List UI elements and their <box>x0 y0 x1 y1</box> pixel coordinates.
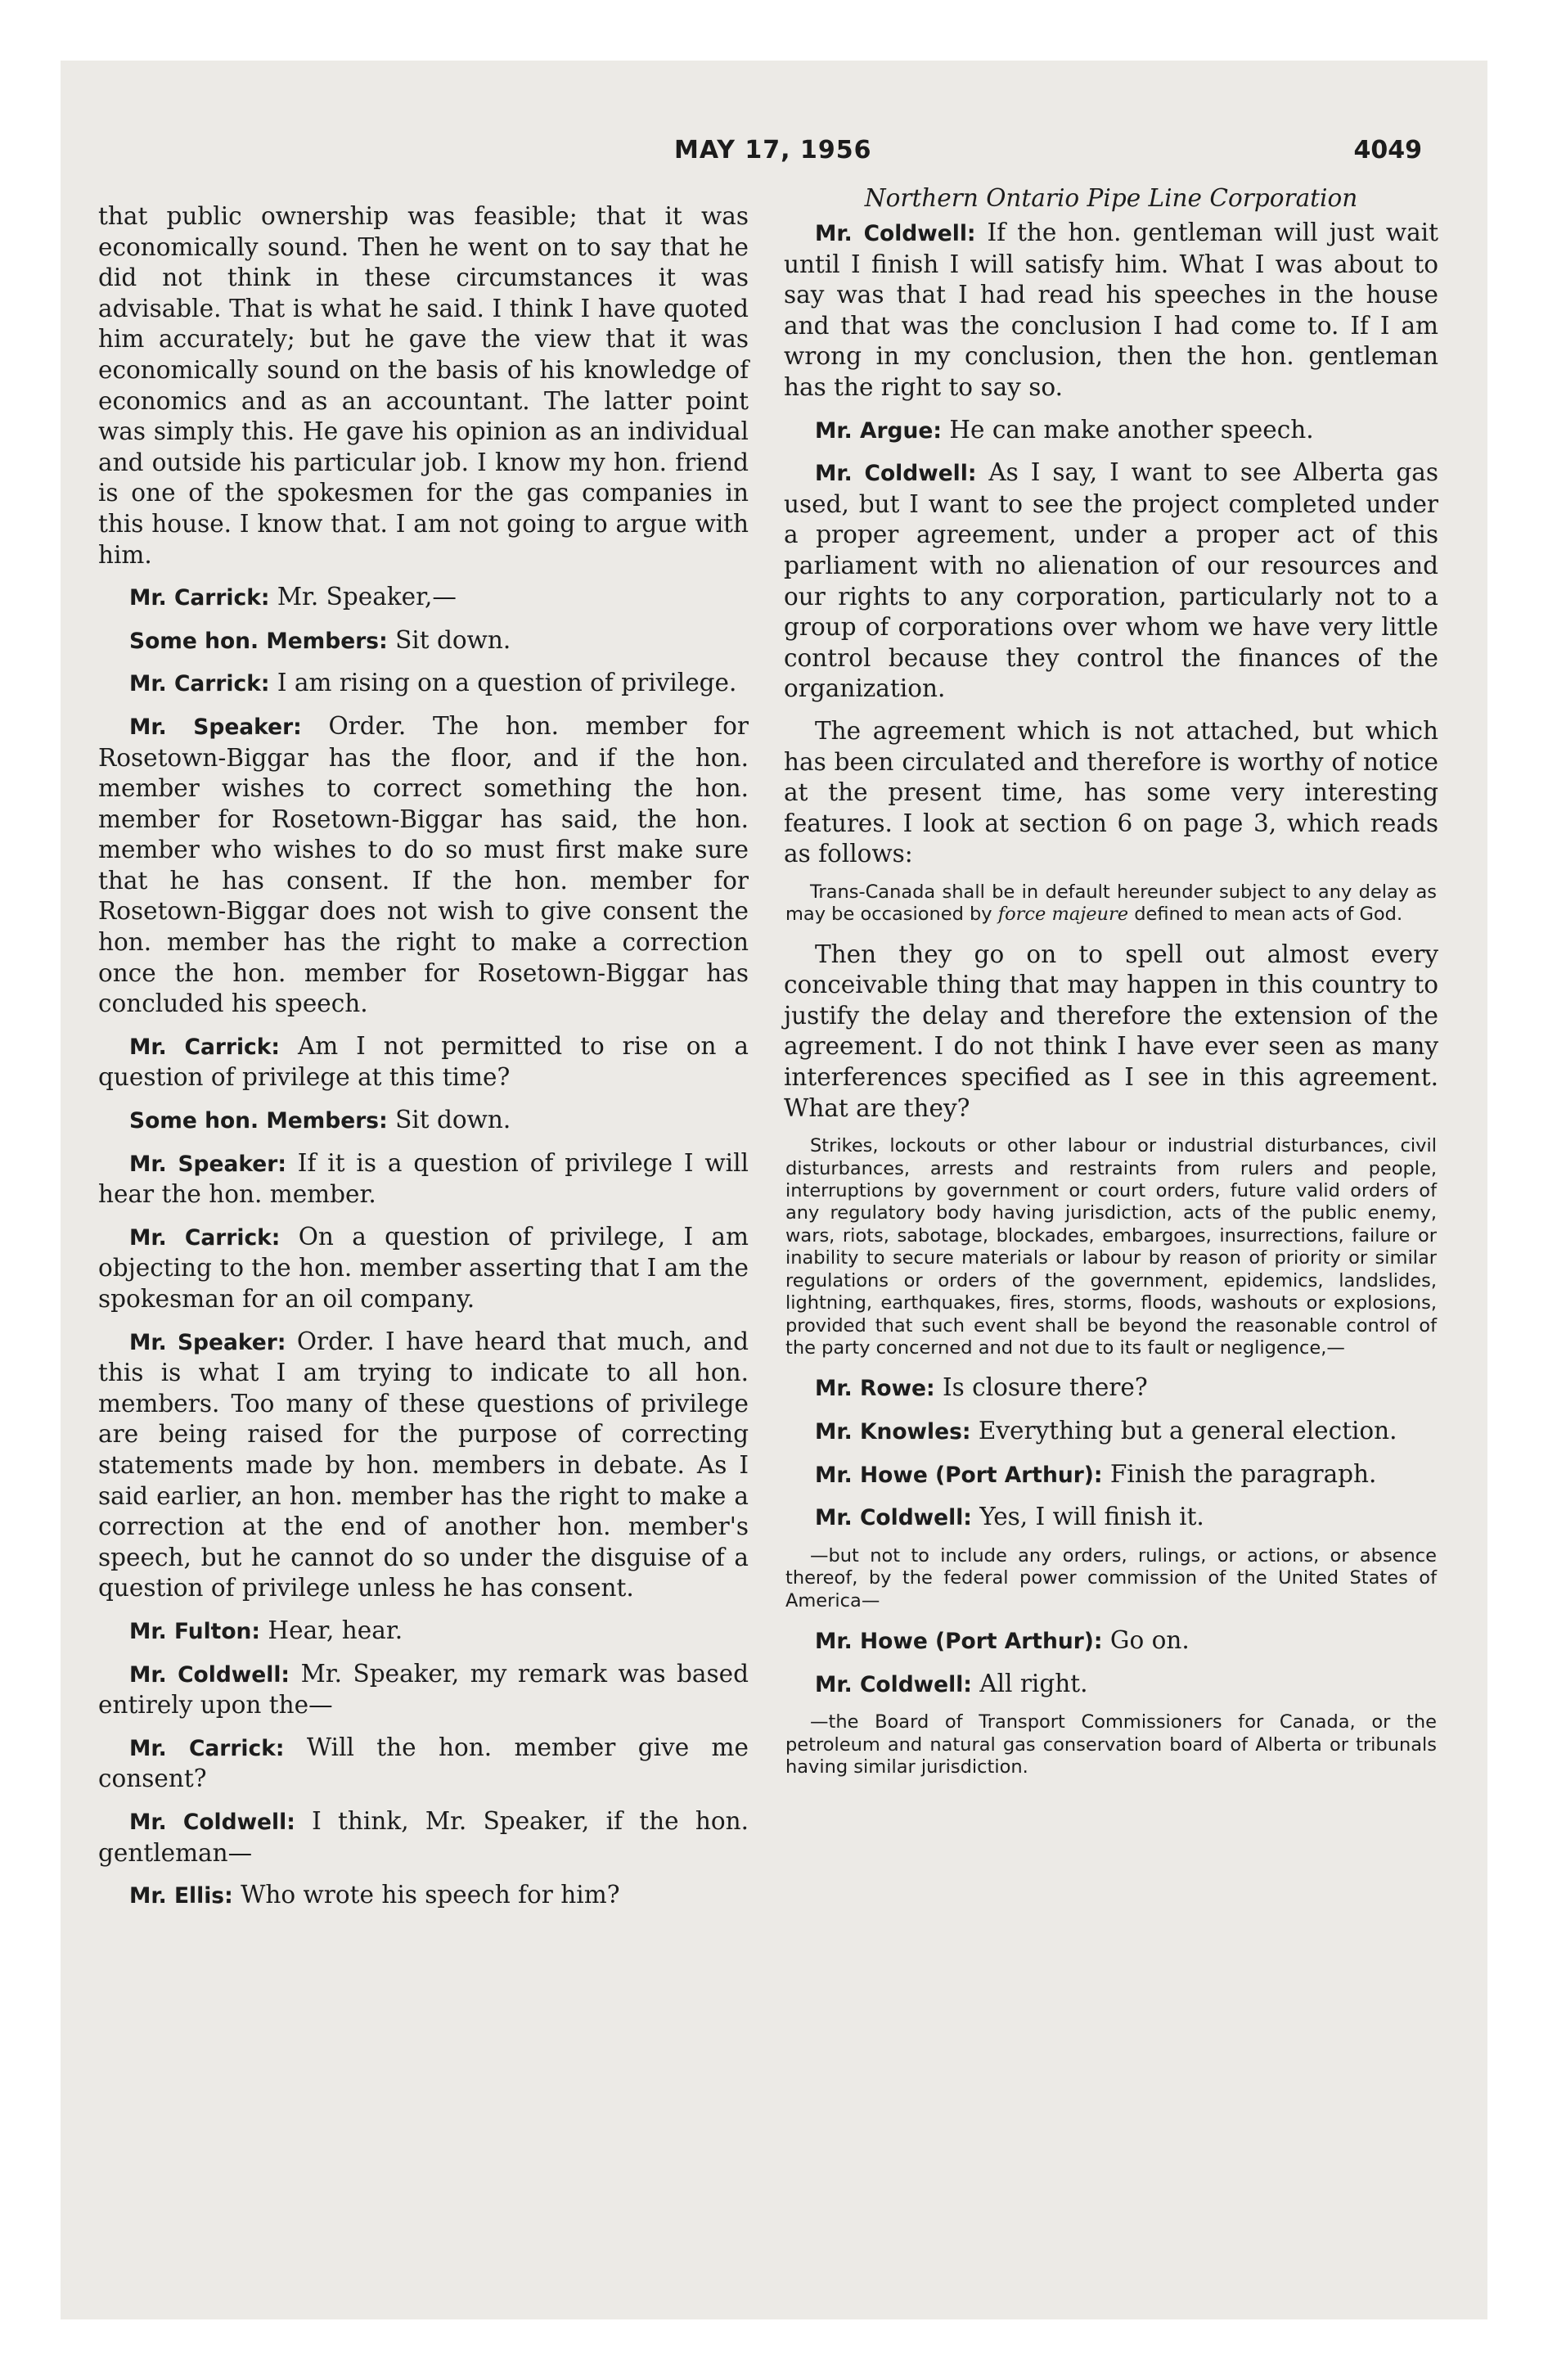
speaker-name: Mr. Speaker: <box>129 714 302 740</box>
right-column <box>784 183 1438 1792</box>
speech-text: Will the hon. member give me consent? <box>98 1733 749 1793</box>
speaker-name: Some hon. Members: <box>129 628 388 654</box>
speech-text: Sit down. <box>395 625 511 654</box>
speech-text: Yes, I will finish it. <box>979 1503 1204 1531</box>
speech-text: Mr. Speaker,— <box>277 583 457 611</box>
speaker-name: Mr. Howe (Port Arthur): <box>815 1462 1103 1488</box>
speaker-name: Mr. Speaker: <box>129 1151 286 1177</box>
speaker-name: Mr. Coldwell: <box>815 461 977 487</box>
speech-text: He can make another speech. <box>949 415 1314 444</box>
speaker-name: Mr. Carrick: <box>129 585 270 611</box>
speech-text: Everything but a general election. <box>978 1416 1397 1445</box>
speech-entry <box>98 1327 749 1604</box>
page-header <box>61 136 1487 169</box>
quotation-interferences: Strikes, lockouts or other labour or industrial disturbances, civil disturbances, arrests and restraints from rulers and people, interruptions by government or court orders, future valid orders of any regulatory body having jurisdiction, acts of the public enemy, wars, riots, sabotage, blockades, embargoes, insurrections, failure or inability to secure materials or labour by reason of priority or similar regulations or orders of the government, epidemics, landslides, lightning, earthquakes, fires, storms, floods, washouts or explosions, provided that such event shall be beyond the reasonable control of the party concerned and not due to its fault or negligence,— <box>785 1135 1437 1359</box>
speech-entry <box>98 625 749 657</box>
speech-entry <box>98 1659 749 1721</box>
speech-text: Hear, hear. <box>268 1616 403 1644</box>
speaker-name: Mr. Ellis: <box>129 1883 233 1909</box>
quotation-transport-board: —the Board of Transport Commissioners for Canada, or the petroleum and natural gas conservation board of Alberta or tribunals having similar jurisdiction. <box>785 1711 1437 1778</box>
page-number: 4049 <box>1353 136 1422 165</box>
speech-text: Am I not permitted to rise on a question of privilege at this time? <box>98 1031 749 1092</box>
speech-text: Order. The hon. member for Rosetown-Biggar has the floor, and if the hon. member wishes to correct something the hon. member for Rosetown-Biggar has said, the hon. member who wishes to do so must first make sure that he has consent. If the hon. member for Rosetown-Biggar does not wish to give consent the hon. member has the right to make a correction once the hon. member for Rosetown-Biggar has concluded his speech. <box>98 711 749 1018</box>
speaker-name: Mr. Coldwell: <box>815 1505 972 1531</box>
speech-text: I think, Mr. Speaker, if the hon. gentleman— <box>98 1806 749 1867</box>
speech-text: As I say, I want to see Alberta gas used, but I want to see the project completed under a proper agreement, under a proper act of this parliament with no alienation of our resources and our rights to any corporation, particularly not to a group of corporations over whom we have very little control because they control the finances of the organization. <box>784 458 1438 703</box>
speech-entry <box>98 1880 749 1912</box>
speech-text: Who wrote his speech for him? <box>241 1881 620 1909</box>
speech-entry <box>784 415 1438 447</box>
speech-entry <box>98 668 749 700</box>
speech-entry <box>98 711 749 1020</box>
speaker-name: Mr. Speaker: <box>129 1329 286 1355</box>
speaker-name: Mr. Coldwell: <box>129 1809 295 1835</box>
speech-entry <box>98 1222 749 1315</box>
speaker-name: Mr. Fulton: <box>129 1618 261 1644</box>
speech-entry <box>784 1669 1438 1701</box>
speech-text: If it is a question of privilege I will hear the hon. member. <box>98 1148 749 1209</box>
speech-entry <box>98 1806 749 1868</box>
agreement-paragraph: The agreement which is not attached, but which has been circulated and therefore is worthy of notice at the present time, has some very interesting features. I look at section 6 on page 3, which reads as follows: <box>784 716 1438 868</box>
quote-text: Trans-Canada shall be in default hereunder subject to any delay as may be occasioned by <box>785 881 1437 926</box>
interferences-paragraph: Then they go on to spell out almost every conceivable thing that may happen in this country to justify the delay and therefore the extension of the agreement. I do not think I have ever seen as many interferences specified as I see in this agreement. What are they? <box>784 940 1438 1122</box>
opening-paragraph: that public ownership was feasible; that it was economically sound. Then he went on to say that he did not think in these circumstances it was advisable. That is what he said. I think I have quoted him accurately; but he gave the view that it was economically sound on the basis of his knowledge of economics and as an accountant. The latter point was simply this. He gave his opinion as an individual and outside his particular job. I know my hon. friend is one of the spokesmen for the gas companies in this house. I know that. I am not going to argue with him. <box>98 202 749 569</box>
speech-text: If the hon. gentleman will just wait until I finish I will satisfy him. What I was about to say was that I had read his speeches in the house and that was the conclusion I had come to. If I am wrong in my conclusion, then the hon. gentleman has the right to say so. <box>784 219 1438 401</box>
hansard-page <box>61 61 1487 2319</box>
quote-text: defined to mean acts of God. <box>1134 904 1403 926</box>
speech-entry <box>98 1733 749 1795</box>
speech-text: Order. I have heard that much, and this is what I am trying to indicate to all hon. members. Too many of these questions of privilege are being raised for the purpose of correcting statements made by hon. members in debate. As I said earlier, an hon. member has the right to make a correction at the end of another hon. member's speech, but he cannot do so under the disguise of a question of privilege unless he has consent. <box>98 1327 749 1602</box>
speech-text: All right. <box>979 1669 1088 1697</box>
speech-entry <box>784 1416 1438 1448</box>
speech-text: Is closure there? <box>943 1373 1148 1402</box>
speech-text: On a question of privilege, I am objecting to the hon. member asserting that I am the spokesman for an oil company. <box>98 1222 749 1313</box>
speech-entry <box>784 1625 1438 1657</box>
speaker-name: Mr. Carrick: <box>129 1735 285 1761</box>
speech-entry <box>98 582 749 614</box>
speech-entry <box>98 1616 749 1648</box>
speech-entry <box>784 218 1438 403</box>
speaker-name: Mr. Carrick: <box>129 1034 280 1060</box>
speaker-name: Mr. Coldwell: <box>815 221 976 246</box>
left-column <box>98 201 749 1923</box>
speaker-name: Mr. Howe (Port Arthur): <box>815 1628 1103 1654</box>
speech-entry <box>784 1373 1438 1404</box>
speech-entry <box>784 458 1438 705</box>
header-date: MAY 17, 1956 <box>674 136 872 165</box>
quotation-power-commission: —but not to include any orders, rulings, or actions, or absence thereof, by the federal power commission of the United States of America— <box>785 1544 1437 1611</box>
speech-text: Go on. <box>1109 1625 1190 1654</box>
speech-text: Finish the paragraph. <box>1109 1459 1377 1488</box>
running-title: Northern Ontario Pipe Line Corporation <box>864 184 1358 212</box>
speech-entry <box>784 1459 1438 1491</box>
speech-text: Mr. Speaker, my remark was based entirely upon the— <box>98 1659 749 1720</box>
quotation-force-majeure <box>784 881 1438 926</box>
speech-entry <box>98 1148 749 1210</box>
speaker-name: Mr. Argue: <box>815 417 942 444</box>
speech-text: Sit down. <box>395 1106 511 1134</box>
speaker-name: Mr. Carrick: <box>129 1224 281 1251</box>
speaker-name: Mr. Coldwell: <box>815 1671 972 1697</box>
speech-entry <box>98 1031 749 1093</box>
speaker-name: Some hon. Members: <box>129 1108 388 1134</box>
quote-emphasis: force majeure <box>997 904 1129 926</box>
speech-entry <box>784 1502 1438 1534</box>
speaker-name: Mr. Carrick: <box>129 671 270 697</box>
speech-entry <box>98 1105 749 1137</box>
speaker-name: Mr. Knowles: <box>815 1418 971 1445</box>
speaker-name: Mr. Rowe: <box>815 1376 935 1402</box>
speech-text: I am rising on a question of privilege. <box>277 669 737 697</box>
speaker-name: Mr. Coldwell: <box>129 1661 290 1688</box>
